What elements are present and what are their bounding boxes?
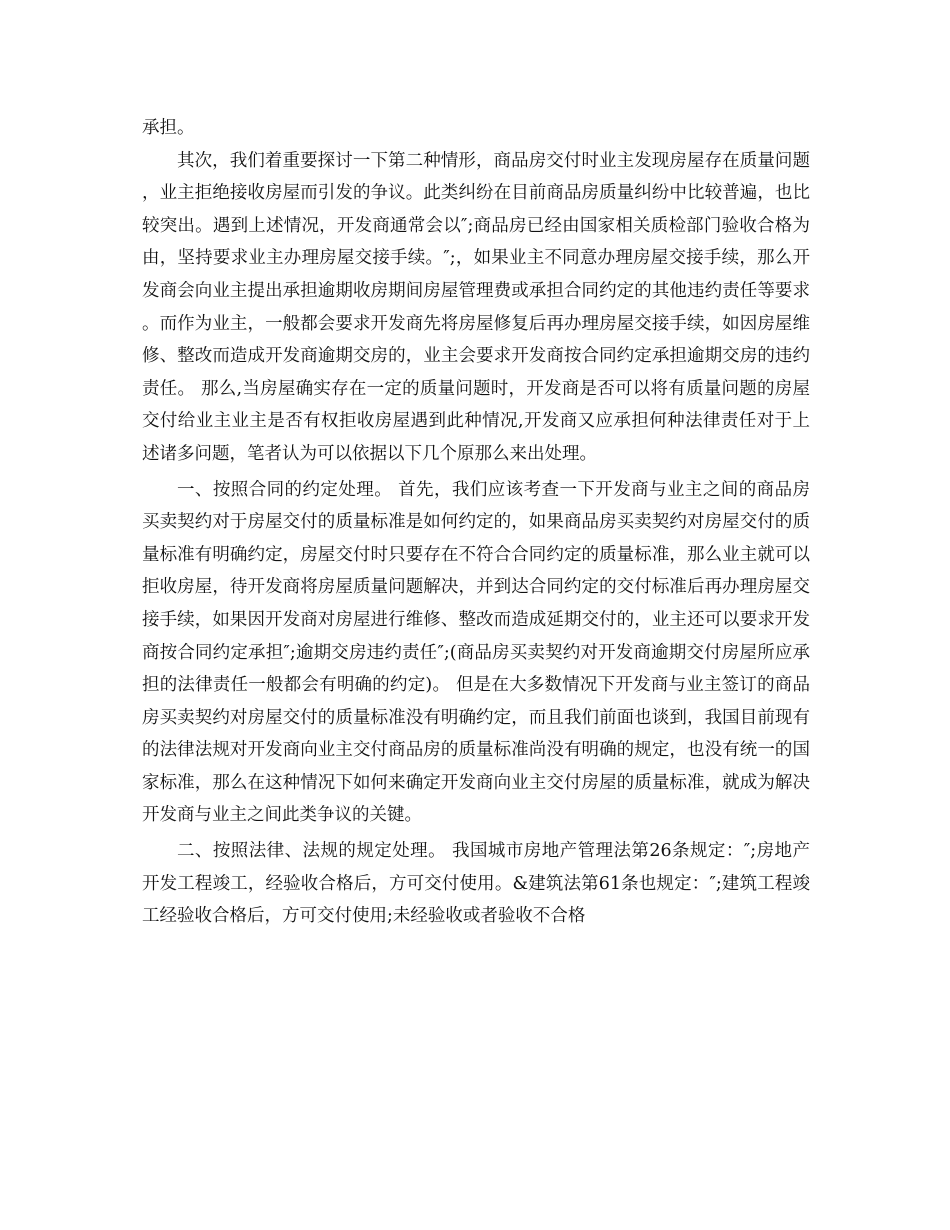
paragraph-second-scenario: 其次，我们着重要探讨一下第二种情形，商品房交付时业主发现房屋存在质量问题，业主拒绝接收房屋而引发的争议。此类纠纷在目前商品房质量纠纷中比较普遍，也比较突出。遇到上述情况，开发商通常会以″;商品房已经由国家相关质检部门验收合格为由，坚持要求业主办理房屋交接手续。″;，如果业主不同意办理房屋交接手续，那么开发商会向业主提出承担逾期收房期间房屋管理费或承担合同约定的其他违约责任等要求。而作为业主，一般都会要求开发商先将房屋修复后再办理房屋交接手续，如因房屋维修、整改而造成开发商逾期交房的，业主会要求开发商按合同约定承担逾期交房的违约责任。 那么,当房屋确实存在一定的质量问题时，开发商是否可以将有质量问题的房屋交付给业主业主是否有权拒收房屋遇到此种情况,开发商又应承担何种法律责任对于上述诸多问题，笔者认为可以依据以下几个原那么来出处理。 bbox=[142, 150, 810, 464]
paragraph-continuation: 承担。 bbox=[142, 118, 195, 138]
document-body bbox=[142, 112, 810, 933]
paragraph-law-handling: 二、按照法律、法规的规定处理。 我国城市房地产管理法第26条规定：″;房地产开发工程竣工，经验收合格后，方可交付使用。&建筑法第61条也规定：″;建筑工程竣工经验收合格后，方可交付使用;未经验收或者验收不合格 bbox=[142, 841, 810, 927]
paragraph-contract-handling: 一、按照合同的约定处理。 首先，我们应该考查一下开发商与业主之间的商品房买卖契约对于房屋交付的质量标准是如何约定的，如果商品房买卖契约对房屋交付的质量标准有明确约定，房屋交付时只要存在不符合合同约定的质量标准，那么业主就可以拒收房屋，待开发商将房屋质量问题解决，并到达合同约定的交付标准后再办理房屋交接手续，如果因开发商对房屋进行维修、整改而造成延期交付的，业主还可以要求开发商按合同约定承担″;逾期交房违约责任″;(商品房买卖契约对开发商逾期交付房屋所应承担的法律责任一般都会有明确的约定)。 但是在大多数情况下开发商与业主签订的商品房买卖契约对房屋交付的质量标准没有明确约定，而且我们前面也谈到，我国目前现有的法律法规对开发商向业主交付商品房的质量标准尚没有明确的规定，也没有统一的国家标准，那么在这种情况下如何来确定开发商向业主交付房屋的质量标准，就成为解决开发商与业主之间此类争议的关键。 bbox=[142, 479, 810, 826]
